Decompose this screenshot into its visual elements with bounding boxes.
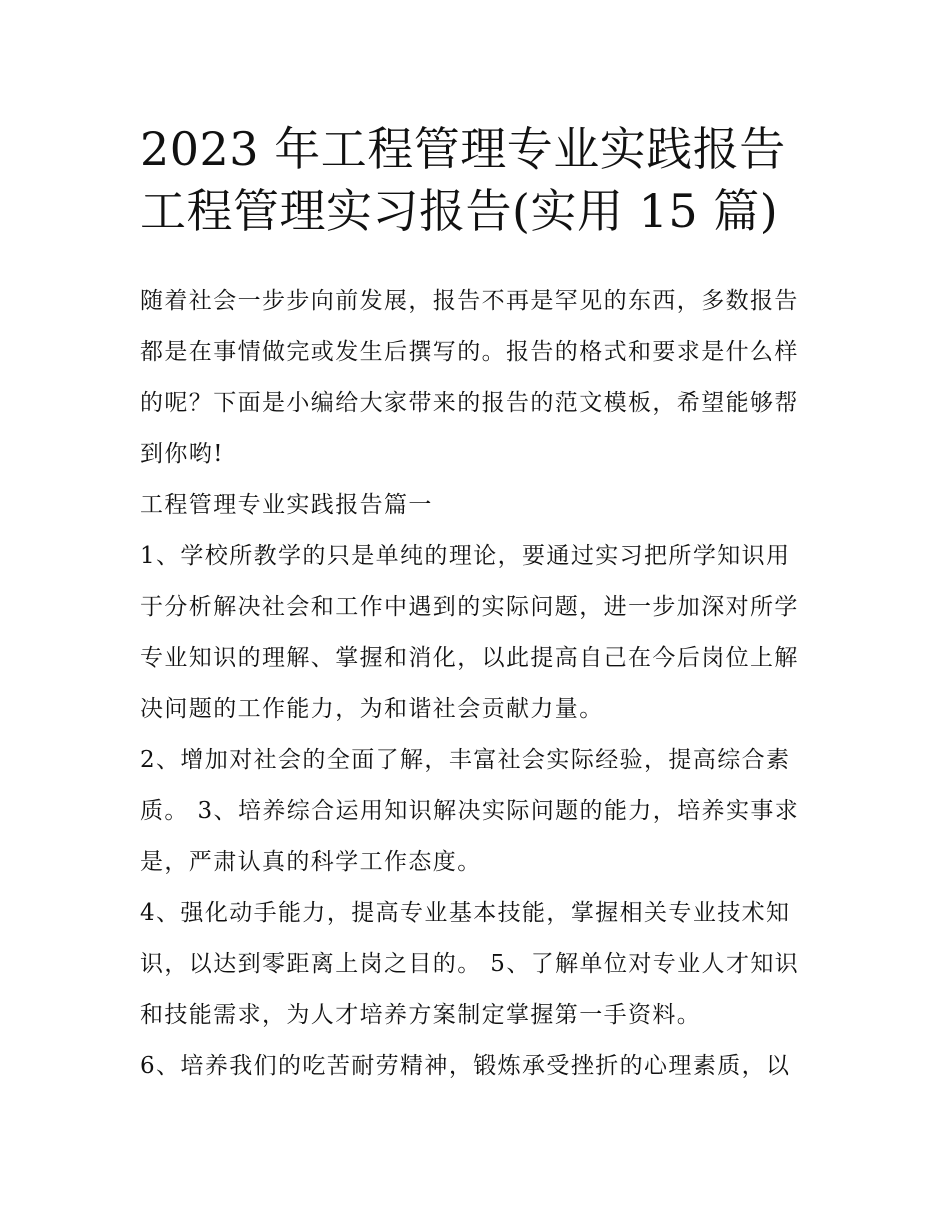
body-line-6: 质。 3、培养综合运用知识解决实际问题的能力，培养实事求 (140, 798, 800, 824)
body-line-8: 4、强化动手能力，提高专业基本技能，掌握相关专业技术知 (140, 900, 791, 926)
intro-line-2: 都是在事情做完或发生后撰写的。报告的格式和要求是什么样 (140, 339, 799, 365)
intro-line-4: 到你哟! (140, 441, 224, 467)
body-line-1: 1、学校所教学的只是单纯的理论，要通过实习把所学知识用 (140, 543, 791, 569)
intro-line-1: 随着社会一步步向前发展，报告不再是罕见的东西，多数报告 (140, 288, 799, 314)
body-line-2: 于分析解决社会和工作中遇到的实际问题，进一步加深对所学 (140, 594, 799, 620)
body-line-11: 6、培养我们的吃苦耐劳精神，锻炼承受挫折的心理素质，以 (140, 1053, 791, 1079)
body-line-7: 是，严肃认真的科学工作态度。 (140, 849, 482, 875)
title-line-2: 工程管理实习报告(实用 15 篇) (140, 184, 779, 238)
document-body (140, 284, 820, 1100)
section-heading: 工程管理专业实践报告篇一 (140, 492, 433, 518)
body-line-10: 和技能需求，为人才培养方案制定掌握第一手资料。 (140, 1002, 702, 1028)
body-line-3: 专业知识的理解、掌握和消化，以此提高自己在今后岗位上解 (140, 645, 799, 671)
body-line-5: 2、增加对社会的全面了解，丰富社会实际经验，提高综合素 (140, 747, 791, 773)
title-line-1: 2023 年工程管理专业实践报告 (140, 122, 786, 176)
intro-line-3: 的呢？下面是小编给大家带来的报告的范文模板，希望能够帮 (140, 390, 799, 416)
document-title (140, 118, 820, 242)
body-line-9: 识，以达到零距离上岗之目的。 5、了解单位对专业人才知识 (140, 951, 800, 977)
body-line-4: 决问题的工作能力，为和谐社会贡献力量。 (140, 696, 604, 722)
